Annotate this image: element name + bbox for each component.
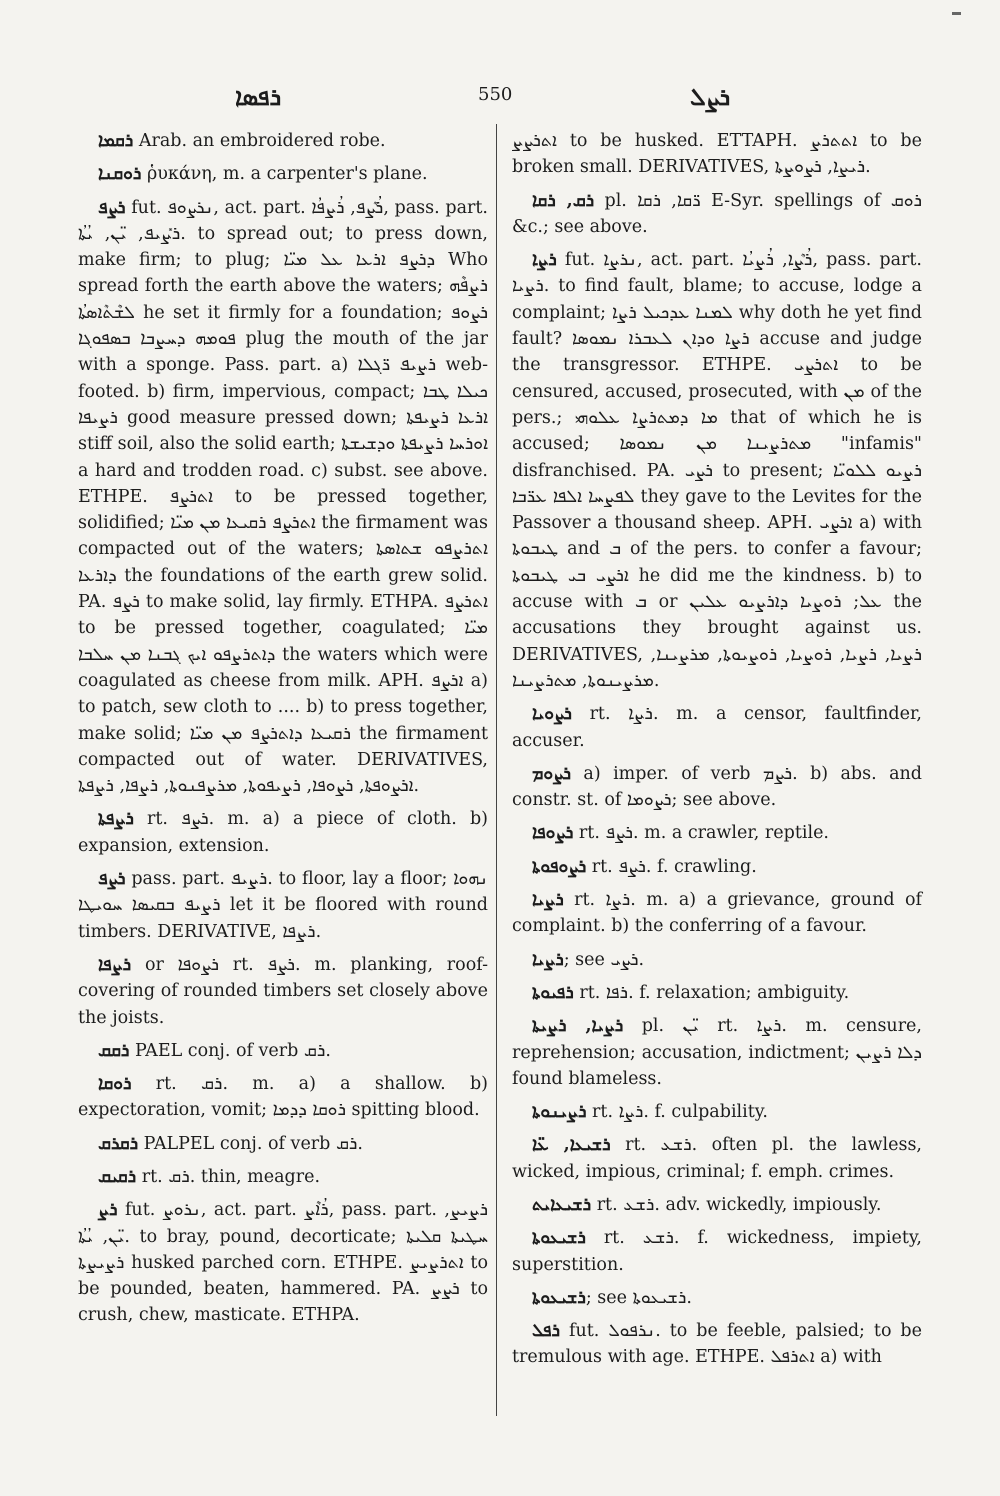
dictionary-entry (512, 887, 922, 940)
entry-headword: ܪܨܦ (98, 869, 126, 890)
dictionary-entry (512, 947, 922, 973)
dictionary-entry (512, 980, 922, 1006)
entry-definition: a) imper. of verb ܪܨܡ. b) abs. and constr. st. of ܪܨܘܡܐ; see above. (512, 763, 922, 811)
dictionary-entry (78, 952, 488, 1031)
dictionary-entry (78, 1164, 488, 1190)
column-divider (496, 124, 497, 1416)
dictionary-entry (78, 1197, 488, 1328)
left-column (78, 128, 488, 1336)
entry-headword: ܪܦܠ (532, 1321, 561, 1342)
entry-headword: ܪܫܝܥܘܬܐ (532, 1228, 586, 1249)
entry-definition: rt. ܪܦܐ. f. relaxation; ambiguity. (579, 982, 850, 1003)
entry-definition: rt. ܪܩ. thin, meagre. (141, 1166, 321, 1187)
entry-definition: PAEL conj. of verb ܪܩ. (135, 1040, 331, 1061)
left-running-headword: ܪܦܣܐ (235, 82, 282, 111)
dictionary-entry (512, 1013, 922, 1092)
entry-definition: rt. ܪܨܐ. f. culpability. (592, 1102, 768, 1123)
entry-headword: ܪܨܘܡ (532, 763, 572, 784)
dictionary-entry (512, 854, 922, 880)
dictionary-entry (78, 1071, 488, 1124)
entry-definition: rt. ܪܨܦ. m. a) a piece of cloth. b) expansion, extension. (78, 809, 488, 856)
dictionary-entry (78, 128, 488, 154)
entry-definition: pl. ܝ̈ܢ rt. ܪܨܐ. m. censure, reprehension; accusation, indictment; ܕܠܐ ܪܨܝܢ found blameless. (512, 1016, 923, 1089)
entry-definition: pl. ܪ̈ܩܐ, ܪܩܐ E-Syr. spellings of ܪܘܩ &c.; see above. (512, 190, 922, 237)
entry-headword: ܪܩܪܩ (98, 1133, 139, 1154)
entry-headword: ܪܫܝܥܘܬܐ (532, 1287, 586, 1308)
right-running-headword: ܪܨܠ (690, 82, 731, 111)
dictionary-entry (78, 195, 488, 800)
entry-definition: or ܪܨܘܦܐ rt. ܪܨܦ. m. planking, roof-covering of rounded timbers set closely above the joists. (78, 954, 488, 1028)
entry-headword: ܪܨܝܐ (532, 949, 564, 970)
dictionary-entry (512, 247, 922, 694)
entry-headword: ܪܨܝܐ, ܪܨܝܬܐ (532, 1016, 624, 1037)
entry-headword: ܪܫܝܥܐ, ܥ̈ܐ (532, 1135, 611, 1156)
entry-headword: ܪܨܝܐ (532, 890, 564, 911)
entry-headword: ܪܨܐ (532, 250, 557, 271)
entry-headword: ܪܨܦ (98, 197, 126, 218)
dictionary-entry (512, 701, 922, 754)
dictionary-entry-continued (512, 128, 922, 181)
entry-definition: ῥυκάνη, m. a carpenter's plane. (146, 164, 428, 185)
entry-definition: fut. ܢܪܦܘܠ. to be feeble, palsied; to be tremulous with age. ETHPE. ܐܬܪܦܠ a) with (512, 1321, 922, 1368)
entry-definition: ; see ܪܫܝܥܘܬܐ. (585, 1287, 692, 1308)
entry-definition: rt. ܪܫܥ. f. wickedness, impiety, superstition. (512, 1228, 922, 1275)
entry-headword: ܪܨܦܐ (98, 954, 132, 975)
right-column (512, 128, 922, 1378)
entry-definition: rt. ܪܫܥ. often pl. the lawless, wicked, impious, criminal; f. emph. crimes. (512, 1135, 922, 1182)
entry-definition: ܐܬܪܨܨ to be husked. ETTAPH. ܐܬܬܪܨ to be broken small. DERIVATIVES, ܪܝܨܐ, ܪܨܘܨܬܐ. (512, 131, 922, 178)
page-header (0, 80, 1000, 120)
entry-definition: fut. ܢܪܨܐ, act. part. ܪܳܨܶܐ, ܪܳܨܝܳܐ, pass. part. ܪܨܝܐ. to find fault, blame; to accuse, lodge a complaint; ܠܡܢܐ ܥܕܟܝܠ ܪܨܐ why doth he yet find fault? ܪܨܐ ܘܕܐܢ ܠܥܒܪܐ ܢܡܘܣܐ accuse and judge the transgressor. ETHPE. ܐܬܪܨܝ to be censured, accused, prosecuted, with ܡܢ of the pers.; ܡܐ ܕܡܬܪܨܐ ܥܠܘܗܝ that of which he is accused; ܡܬܪܨܝܢܐ ܡܢ ܢܡܘܣܐ "infamis" disfranchised. PA. ܪܨܝ to present; ܪܨܝܘ ܠܠܘܝ̈ܐ ܠܦܨܚܐ ܐܠܦܐ ܥܪ̈ܒܐ they gave to the Levites for the Passover a thousand sheep. APH. ܐܪܨܝ a) with ܛܝܒܘܬܐ and ܒ of the pers. to confer a favour; ܐܪܨܝ ܒܝ ܛܝܒܘܬܐ he did me the kindness. b) to accuse with ܒ or ܥܠ; ܪܘܨܝܐ ܕܐܪܨܝܘ ܥܠܝܢ the accusations they brought against us. DERIVATIVES, ܪܨܝܐ, ܪܨܝܐ, ܪܘܨܝܐ, ܪܘܨܝܘܬܐ, ܡܪܨܝܢܐ, ܡܪܨܝܢܘܬܐ, ܡܬܪܨܝܢܐ. (512, 250, 923, 691)
entry-headword: ܪܨܘܦܘܬܐ (532, 856, 587, 877)
entry-definition: rt. ܪܨܐ. m. a censor, faultfinder, accuser. (512, 704, 922, 751)
entry-headword: ܪܨܘܦܐ (532, 823, 574, 844)
entry-definition: rt. ܪܨܐ. m. a) a grievance, ground of complaint. b) the conferring of a favour. (512, 890, 922, 937)
entry-definition: Arab. an embroidered robe. (138, 131, 386, 151)
entry-definition: fut. ܢܪܨܘܦ, act. part. ܪܳܨܶܦ, ܪܳܨܦܳܐ, pass. part. ܪܨܺܝܦ, ܝ̈ܢ, ܝܳܬܳܐ. to spread out; to press down, make firm; to plug; ܕܪܨܦ ܐܪܥܐ ܥܠ ܡܝ̈ܐ Who spread forth the earth above the waters; ܪܨܦܶܗ ܠܫܶܬܶܐܣܬܳܐ he set it firmly for a foundation; ܪܨܘܦ ܦܘܡܗ ܕܚܨܒܐ ܒܣܦܘܓܐ plug the mouth of the jar with a sponge. Pass. part. a) ܪܨܝܦ ܪ̈ܓܠܐ web-footed. b) firm, impervious, compact; ܟܝܠܐ ܛܒܐ ܪܨܝܦܐ good measure pressed down; ܐܪܥܐ ܪܨܝܦܬܐ stiff soil, also the solid earth; ܐܘܪܚܐ ܪܨܝܦܬܐ ܘܕܫܝܫܬܐ a hard and trodden road. c) subst. see above. ETHPE. ܐܬܪܨܦ to be pressed together, solidified; ܐܬܪܨܦ ܪܩܝܥܐ ܡܢ ܡܝ̈ܐ the firmament was compacted out of the waters; ܐܬܪܨܦܘ ܫܬܐܣܬܐ ܕܐܪܥܐ the foundations of the earth grew solid. PA. ܪܨܦ to make solid, lay firmly. ETHPA. ܐܬܪܨܦ to be pressed together, coagulated; ܡܝ̈ܐ ܕܐܬܪܨܦܘ ܐܝܟ ܓܒܢܐ ܡܢ ܚܠܒܐ the waters which were coagulated as cheese from milk. APH. ܐܪܨܦ a) to patch, sew cloth to .... b) to press together, make solid; ܪܩܝܥܐ ܕܐܬܪܨܦ ܡܢ ܡܝ̈ܐ the firmament compacted out of water. DERIVATIVES, ܐܪܨܘܦܬܐ, ܪܨܘܦܐ, ܪܨܝܦܘܬܐ, ܡܪܨܦܢܘܬܐ, ܪܨܦܐ, ܪܨܦܬܐ. (78, 197, 489, 797)
entry-definition: ; see ܪܨܝ. (563, 949, 645, 970)
entry-definition: rt. ܪܩ. m. a) a shallow. b) expectoration, vomit; ܪܘܩܐ ܕܕܡܐ spitting blood. (78, 1074, 488, 1121)
entry-headword: ܪܨܘܝܐ (532, 704, 572, 725)
dictionary-entry (78, 806, 488, 859)
entry-headword: ܪܫܝܥܐܝܬ (532, 1194, 592, 1215)
dictionary-entry (512, 1132, 922, 1185)
dictionary-entry (512, 1285, 922, 1311)
entry-definition: rt. ܪܨܦ. m. a crawler, reptile. (578, 823, 829, 844)
entry-definition: PALPEL conj. of verb ܪܩ. (143, 1133, 363, 1154)
dictionary-entry (512, 1318, 922, 1371)
entry-headword: ܪܩܩ (98, 1040, 130, 1061)
entry-headword: ܪܨ (98, 1200, 118, 1221)
dictionary-entry (78, 161, 488, 187)
entry-headword: ܪܦܝܘܬܐ (532, 982, 574, 1003)
page-mark (952, 12, 961, 15)
entry-headword: ܪܩ, ܪܩܐ (532, 190, 595, 211)
dictionary-entry (78, 866, 488, 945)
page-number: 550 (478, 84, 513, 105)
dictionary-entry (512, 761, 922, 814)
entry-headword: ܪܨܝܢܘܬܐ (532, 1102, 587, 1123)
entry-definition: rt. ܪܨܦ. f. crawling. (591, 856, 757, 877)
dictionary-entry (78, 1131, 488, 1157)
entry-definition: pass. part. ܪܨܝܦ. to floor, lay a floor; ܢܗܘܐ ܪܨܝܦ ܒܩܝܣܐ ܚܘܝܛܐ let it be floored with round timbers. DERIVATIVE, ܪܨܦܐ. (78, 869, 488, 942)
dictionary-entry (512, 1192, 922, 1218)
entry-headword: ܪܘܩܢܐ (98, 164, 142, 185)
dictionary-entry (512, 188, 922, 241)
dictionary-entry (78, 1038, 488, 1064)
dictionary-entry (512, 1099, 922, 1125)
entry-headword: ܪܩܝܩ (98, 1166, 137, 1187)
dictionary-entry (512, 820, 922, 846)
entry-headword: ܪܨܦܬܐ (98, 809, 134, 830)
entry-definition: rt. ܪܫܥ. adv. wickedly, impiously. (596, 1194, 882, 1215)
entry-definition: fut. ܢܪܘܨ, act. part. ܪܳܐܶܨ, pass. part. ܪܨܝܨ, ܝ̈ܢ, ܝܳܬܳܐ. to bray, pound, decorticate; ܚܛܝܬܐ ܩܠܝܬܐ ܪܨܝܨܬܐ husked parched corn. ETHPE. ܐܬܪܨܝܨ to be pounded, beaten, hammered. PA. ܪܨܨ to crush, chew, masticate. ETHPA. (78, 1200, 488, 1326)
entry-headword: ܪܘܩܐ (98, 1074, 132, 1095)
entry-headword: ܪܩܡܐ (98, 131, 134, 151)
dictionary-entry (512, 1225, 922, 1278)
